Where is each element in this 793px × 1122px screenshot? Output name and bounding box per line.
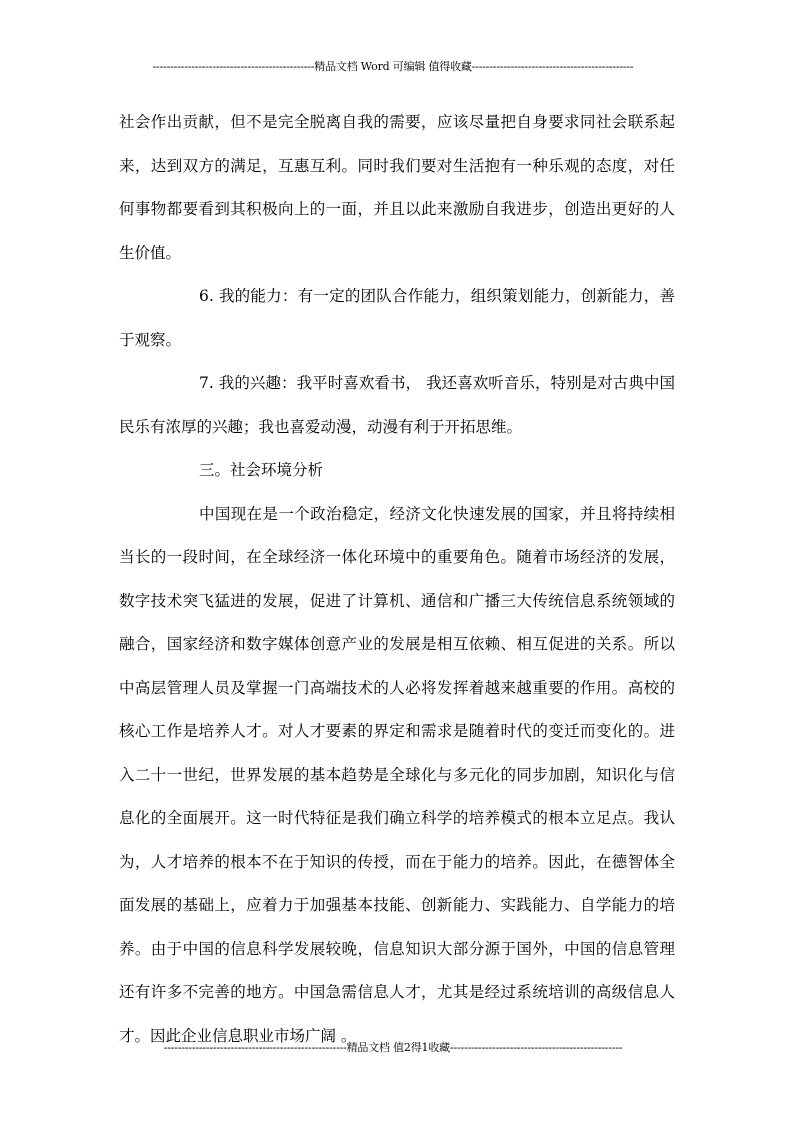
page-header: ----------------------------------------------精品文档 Word 可编辑 值得收藏---------------------------------------------- <box>152 60 634 73</box>
paragraph-social-environment-analysis: 中国现在是一个政治稳定，经济文化快速发展的国家，并且将持续相当长的一段时间，在全球经济一体化环境中的重要角色。随着市场经济的发展，数字技术突飞猛进的发展，促进了计算机、通信和广播三大传统信息系统领域的融合，国家经济和数字媒体创意产业的发展是相互依赖、相互促进的关系。所以中高层管理人员及掌握一门高端技术的人必将发挥着越来越重要的作用。高校的核心工作是培养人才。对人才要素的界定和需求是随着时代的变迁而变化的。进入二十一世纪，世界发展的基本趋势是全球化与多元化的同步加剧，知识化与信息化的全面展开。这一时代特征是我们确立科学的培养模式的根本立足点。我认为，人才培养的根本不在于知识的传授，而在于能力的培养。因此，在德智体全面发展的基础上，应着力于加强基本技能、创新能力、实践能力、自学能力的培养。由于中国的信息科学发展较晚，信息知识大部分源于国外，中国的信息管理还有许多不完善的地方。中国急需信息人才，尤其是经过系统培训的高级信息人才。因此企业信息职业市场广阔 。 <box>119 504 675 1045</box>
section-heading-social-environment: 三。社会环境分析 <box>199 461 324 479</box>
page-footer: ----------------------------------------------------精品文档 值2得1收藏------------------------------------------------- <box>163 1041 623 1054</box>
paragraph-my-interests: 7. 我的兴趣：我平时喜欢看书， 我还喜欢听音乐，特别是对古典中国民乐有浓厚的兴趣；我也喜爱动漫，动漫有利于开拓思维。 <box>119 374 675 436</box>
paragraph-social-contribution: 社会作出贡献，但不是完全脱离自我的需要，应该尽量把自身要求同社会联系起来，达到双方的满足，互惠互利。同时我们要对生活抱有一种乐观的态度，对任何事物都要看到其积极向上的一面，并且以此来激励自我进步，创造出更好的人生价值。 <box>119 113 675 262</box>
document-body <box>119 101 675 1058</box>
paragraph-my-ability: 6. 我的能力：有一定的团队合作能力，组织策划能力，创新能力，善于观察。 <box>119 287 675 349</box>
